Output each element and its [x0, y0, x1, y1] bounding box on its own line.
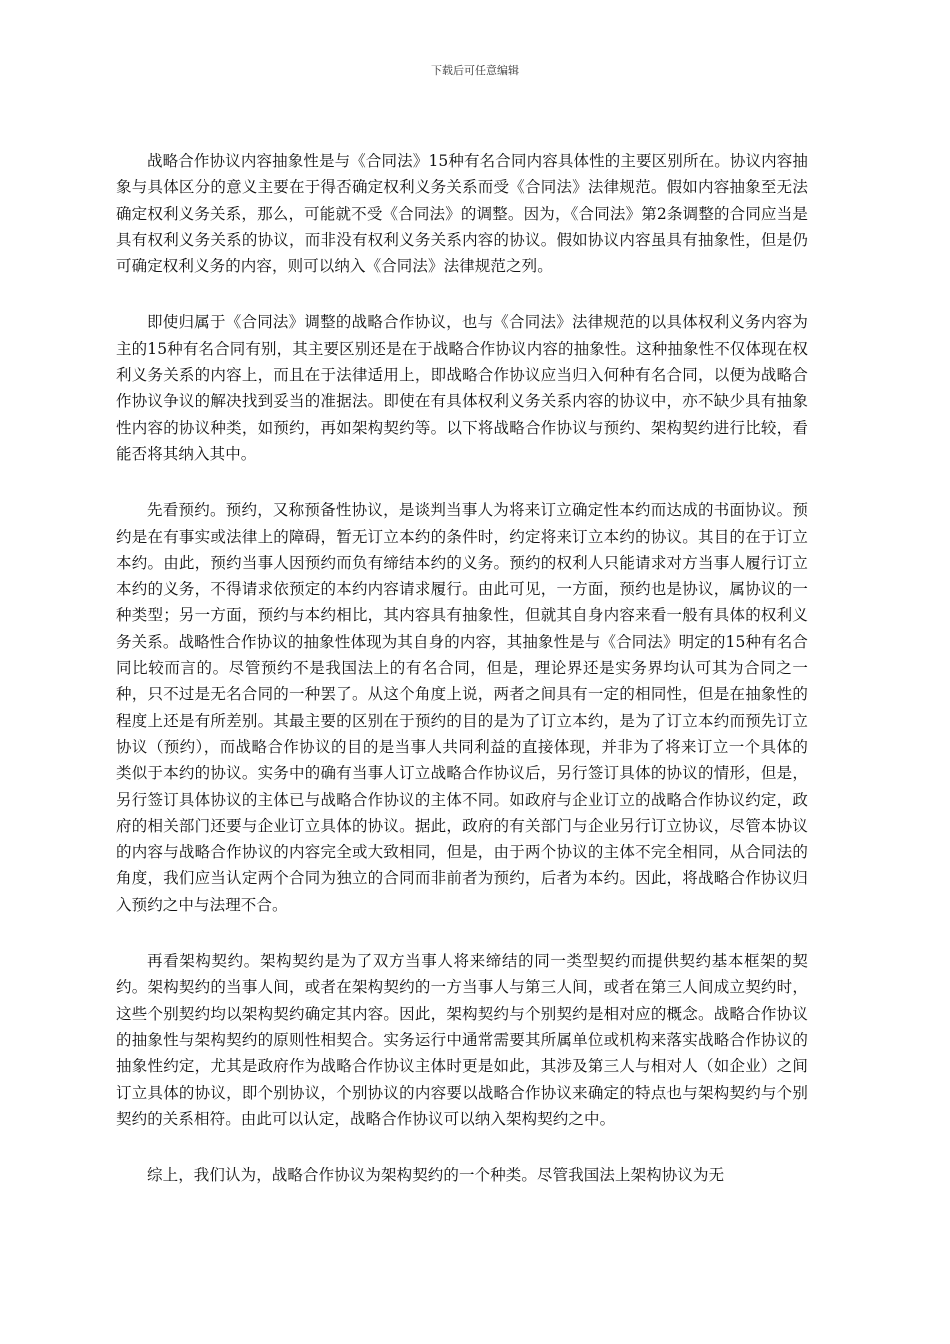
paragraph-1: 战略合作协议内容抽象性是与《合同法》15种有名合同内容具体性的主要区别所在。协议内容抽象与具体区分的意义主要在于得否确定权利义务关系而受《合同法》法律规范。假如内容抽象至无法确定权利义务关系，那么，可能就不受《合同法》的调整。因为，《合同法》第2条调整的合同应当是具有权利义务关系的协议，而非没有权利义务关系内容的协议。假如协议内容虽具有抽象性，但是仍可确定权利义务的内容，则可以纳入《合同法》法律规范之列。	[116, 152, 808, 276]
paragraph-4: 再看架构契约。架构契约是为了双方当事人将来缔结的同一类型契约而提供契约基本框架的契约。架构契约的当事人间，或者在架构契约的一方当事人与第三人间，或者在第三人间成立契约时，这些个别契约均以架构契约确定其内容。因此，架构契约与个别契约是相对应的概念。战略合作协议的抽象性与架构契约的原则性相契合。实务运行中通常需要其所属单位或机构来落实战略合作协议的抽象性约定，尤其是政府作为战略合作协议主体时更是如此，其涉及第三人与相对人（如企业）之间订立具体的协议，即个别协议，个别协议的内容要以战略合作协议来确定的特点也与架构契约与个别契约的关系相符。由此可以认定，战略合作协议可以纳入架构契约之中。	[116, 952, 808, 1128]
paragraph-5: 综上，我们认为，战略合作协议为架构契约的一个种类。尽管我国法上架构协议为无	[147, 1166, 725, 1185]
document-body	[116, 148, 808, 1218]
paragraph-3: 先看预约。预约，又称预备性协议，是谈判当事人为将来订立确定性本约而达成的书面协议。预约是在有事实或法律上的障碍，暂无订立本约的条件时，约定将来订立本约的协议。其目的在于订立本约。由此，预约当事人因预约而负有缔结本约的义务。预约的权利人只能请求对方当事人履行订立本约的义务，不得请求依预定的本约内容请求履行。由此可见，一方面，预约也是协议，属协议的一种类型；另一方面，预约与本约相比，其内容具有抽象性，但就其自身内容来看一般有具体的权利义务关系。战略性合作协议的抽象性体现为其自身的内容，其抽象性是与《合同法》明定的15种有名合同比较而言的。尽管预约不是我国法上的有名合同，但是，理论界还是实务界均认可其为合同之一种，只不过是无名合同的一种罢了。从这个角度上说，两者之间具有一定的相同性，但是在抽象性的程度上还是有所差别。其最主要的区别在于预约的目的是为了订立本约，是为了订立本约而预先订立协议（预约），而战略合作协议的目的是当事人共同利益的直接体现，并非为了将来订立一个具体的类似于本约的协议。实务中的确有当事人订立战略合作协议后，另行签订具体的协议的情形，但是，另行签订具体协议的主体已与战略合作协议的主体不同。如政府与企业订立的战略合作协议约定，政府的相关部门还要与企业订立具体的协议。据此，政府的有关部门与企业另行订立协议，尽管本协议的内容与战略合作协议的内容完全或大致相同，但是，由于两个协议的主体不完全相同，从合同法的角度，我们应当认定两个合同为独立的合同而非前者为预约，后者为本约。因此，将战略合作协议归入预约之中与法理不合。	[116, 501, 808, 914]
paragraph-2: 即使归属于《合同法》调整的战略合作协议，也与《合同法》法律规范的以具体权利义务内容为主的15种有名合同有别，其主要区别还是在于战略合作协议内容的抽象性。这种抽象性不仅体现在权利义务关系的内容上，而且在于法律适用上，即战略合作协议应当归入何种有名合同，以便为战略合作协议争议的解决找到妥当的准据法。即使在有具体权利义务关系内容的协议中，亦不缺少具有抽象性内容的协议种类，如预约，再如架构契约等。以下将战略合作协议与预约、架构契约进行比较，看能否将其纳入其中。	[116, 313, 808, 463]
page-header: 下载后可任意编辑	[431, 64, 519, 77]
